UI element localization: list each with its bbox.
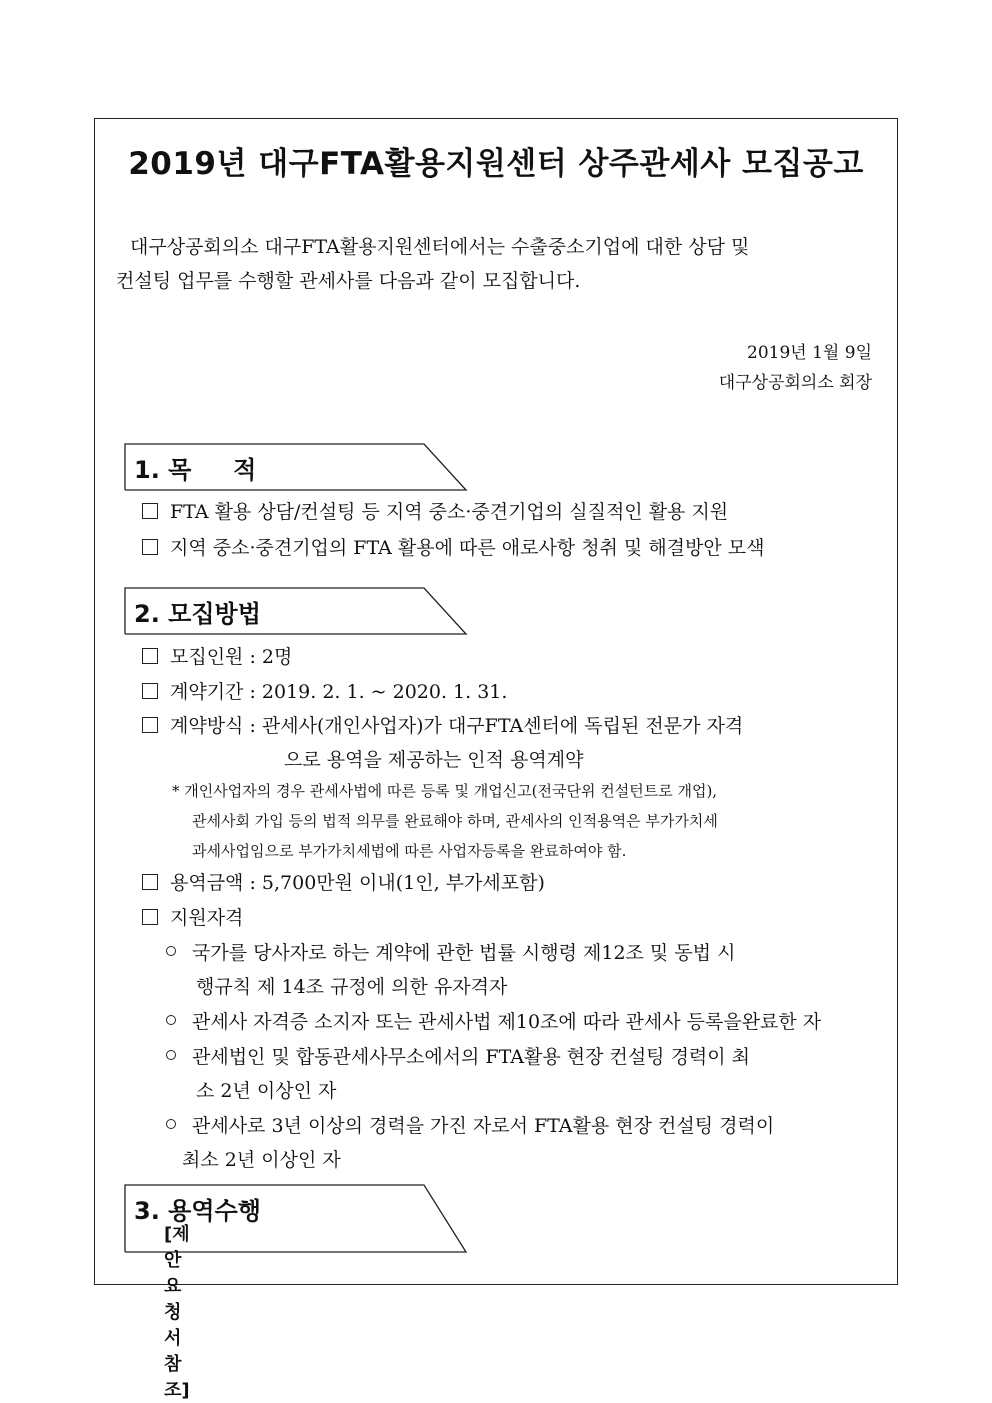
qualification-continuation: 행규칙 제 14조 규정에 의한 유자격자 bbox=[196, 976, 508, 998]
list-item: FTA 활용 상담/컨설팅 등 지역 중소·중견기업의 실질적인 활용 지원 bbox=[142, 497, 728, 524]
checkbox-icon bbox=[142, 503, 158, 519]
list-item: 계약방식 : 관세사(개인사업자)가 대구FTA센터에 독립된 전문가 자격 bbox=[142, 711, 743, 738]
intro-paragraph bbox=[116, 230, 876, 298]
list-item-continuation: 으로 용역을 제공하는 인적 용역계약 bbox=[284, 749, 584, 771]
checkbox-icon bbox=[142, 717, 158, 733]
qualification-continuation: 소 2년 이상인 자 bbox=[196, 1080, 337, 1102]
checkbox-icon bbox=[142, 539, 158, 555]
list-item: 모집인원 : 2명 bbox=[142, 642, 292, 669]
section-1-title: 1. 목 적 bbox=[134, 456, 257, 484]
page-title: 2019년 대구FTA활용지원센터 상주관세사 모집공고 bbox=[128, 146, 864, 182]
section-2-title: 2. 모집방법 bbox=[134, 600, 261, 628]
footnote-line: 관세사회 가입 등의 법적 의무를 완료해야 하며, 관세사의 인적용역은 부가가치세 bbox=[192, 812, 718, 830]
checkbox-icon bbox=[142, 909, 158, 925]
checkbox-icon bbox=[142, 683, 158, 699]
qualification-item: 관세사로 3년 이상의 경력을 가진 자로서 FTA활용 현장 컨설팅 경력이 bbox=[166, 1111, 774, 1138]
section-3-title: 3. 용역수행 bbox=[134, 1197, 261, 1225]
bullet-circle-icon bbox=[166, 1050, 176, 1060]
bullet-circle-icon bbox=[166, 1119, 176, 1129]
list-item: 계약기간 : 2019. 2. 1. ~ 2020. 1. 31. bbox=[142, 677, 507, 704]
issuer: 대구상공회의소 회장 bbox=[718, 373, 872, 393]
bullet-circle-icon bbox=[166, 946, 176, 956]
list-item: 지역 중소·중견기업의 FTA 활용에 따른 애로사항 청취 및 해결방안 모색 bbox=[142, 533, 765, 560]
intro-line-1: 대구상공회의소 대구FTA활용지원센터에서는 수출중소기업에 대한 상담 및 bbox=[130, 236, 750, 258]
footnote-line: * 개인사업자의 경우 관세사법에 따른 등록 및 개업신고(전국단위 컨설턴트로 개업), bbox=[172, 782, 718, 800]
checkbox-icon bbox=[142, 874, 158, 890]
checkbox-icon bbox=[142, 648, 158, 664]
qualification-item: 국가를 당사자로 하는 계약에 관한 법률 시행령 제12조 및 동법 시 bbox=[166, 938, 735, 965]
announcement-date: 2019년 1월 9일 bbox=[747, 343, 872, 363]
section-3-subtitle: [제안요청서 참조] bbox=[164, 1224, 190, 1401]
list-item: 용역금액 : 5,700만원 이내(1인, 부가세포함) bbox=[142, 868, 545, 895]
list-item: 지원자격 bbox=[142, 903, 243, 930]
intro-line-2: 컨설팅 업무를 수행할 관세사를 다음과 같이 모집합니다. bbox=[116, 270, 581, 292]
qualification-continuation: 최소 2년 이상인 자 bbox=[182, 1149, 341, 1171]
qualification-item: 관세법인 및 합동관세사무소에서의 FTA활용 현장 컨설팅 경력이 최 bbox=[166, 1042, 750, 1069]
bullet-circle-icon bbox=[166, 1015, 176, 1025]
date-block bbox=[719, 338, 872, 398]
footnote-line: 과세사업임으로 부가가치세법에 따른 사업자등록을 완료하여야 함. bbox=[192, 842, 627, 860]
qualification-item: 관세사 자격증 소지자 또는 관세사법 제10조에 따라 관세사 등록을완료한 자 bbox=[166, 1007, 821, 1034]
